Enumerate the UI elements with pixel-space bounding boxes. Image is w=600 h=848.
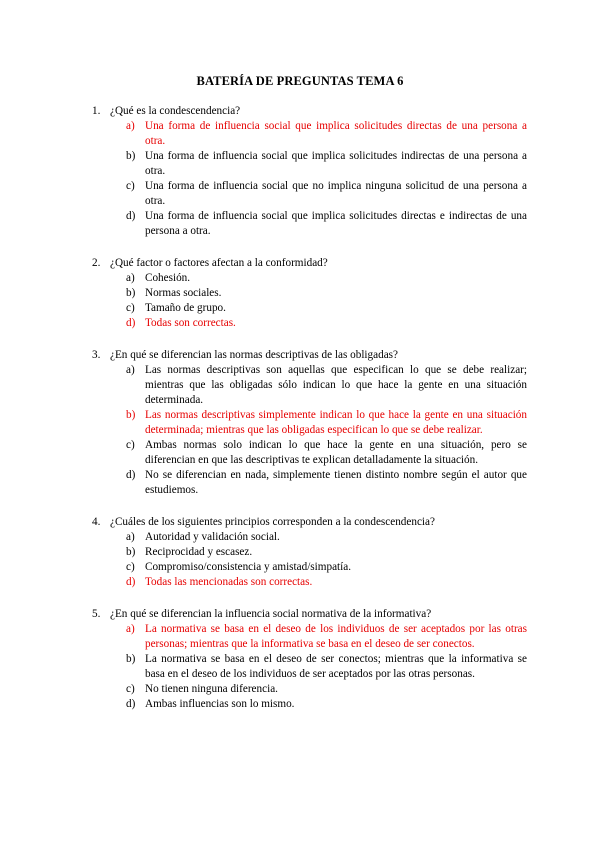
option-letter: c) xyxy=(126,683,135,695)
question-number: 5. xyxy=(92,608,101,620)
option-letter: d) xyxy=(126,210,136,222)
option-text: Una forma de influencia social que no implica ninguna solicitud de una persona a otra. xyxy=(145,180,527,207)
question-text: ¿En qué se diferencian la influencia social normativa de la informativa? xyxy=(110,608,432,620)
question-line xyxy=(0,606,600,622)
question-text: ¿En qué se diferencian las normas descriptivas de las obligadas? xyxy=(110,349,398,361)
option-letter: b) xyxy=(126,287,136,299)
option-c xyxy=(0,560,600,575)
question-number: 1. xyxy=(92,105,101,117)
option-text: La normativa se basa en el deseo de los individuos de ser aceptados por las otras personas; mientras que la informativa se basa en el deseo de ser conectos. xyxy=(145,623,527,650)
option-d xyxy=(0,468,600,498)
question-number: 3. xyxy=(92,349,101,361)
option-list xyxy=(0,622,600,712)
option-letter: c) xyxy=(126,561,135,573)
option-text: Ambas influencias son lo mismo. xyxy=(145,698,295,710)
option-text: Cohesión. xyxy=(145,272,191,284)
option-list xyxy=(0,363,600,498)
option-letter: d) xyxy=(126,576,136,588)
question-text: ¿Cuáles de los siguientes principios corresponden a la condescendencia? xyxy=(110,516,435,528)
option-text: No tienen ninguna diferencia. xyxy=(145,683,278,695)
option-a xyxy=(0,363,600,408)
question-text: ¿Qué es la condescendencia? xyxy=(110,105,241,117)
option-text: Ambas normas solo indican lo que hace la gente en una situación, pero se diferencian en que las descriptivas te explican detalladamente la situación. xyxy=(145,439,527,466)
option-list xyxy=(0,119,600,239)
option-text: La normativa se basa en el deseo de ser conectos; mientras que la informativa se basa en el deseo de los individuos de ser aceptados por las otras personas. xyxy=(145,653,527,680)
option-letter: a) xyxy=(126,531,135,543)
question-number: 2. xyxy=(92,257,101,269)
option-a xyxy=(0,271,600,286)
option-list xyxy=(0,530,600,590)
question-line xyxy=(0,347,600,363)
option-text: Reciprocidad y escasez. xyxy=(145,546,253,558)
option-letter: a) xyxy=(126,120,135,132)
option-b xyxy=(0,545,600,560)
option-letter: d) xyxy=(126,317,136,329)
option-text: Las normas descriptivas simplemente indican lo que hace la gente en una situación determinada; mientras que las obligadas especifican lo que se debe realizar. xyxy=(145,409,527,436)
option-letter: c) xyxy=(126,180,135,192)
option-letter: c) xyxy=(126,302,135,314)
option-list xyxy=(0,271,600,331)
option-b xyxy=(0,286,600,301)
question-5 xyxy=(0,606,600,712)
option-text: Normas sociales. xyxy=(145,287,222,299)
question-line xyxy=(0,255,600,271)
document-title: BATERÍA DE PREGUNTAS TEMA 6 xyxy=(196,74,404,88)
question-4 xyxy=(0,514,600,590)
option-letter: a) xyxy=(126,272,135,284)
option-d xyxy=(0,316,600,331)
question-line xyxy=(0,514,600,530)
option-text: Una forma de influencia social que implica solicitudes directas de una persona a otra. xyxy=(145,120,527,147)
option-text: Compromiso/consistencia y amistad/simpatía. xyxy=(145,561,352,573)
option-b xyxy=(0,149,600,179)
option-c xyxy=(0,301,600,316)
option-c xyxy=(0,179,600,209)
option-text: Todas las mencionadas son correctas. xyxy=(145,576,313,588)
option-letter: d) xyxy=(126,698,136,710)
option-c xyxy=(0,438,600,468)
option-letter: a) xyxy=(126,623,135,635)
option-b xyxy=(0,408,600,438)
option-letter: b) xyxy=(126,546,136,558)
option-letter: a) xyxy=(126,364,135,376)
question-text: ¿Qué factor o factores afectan a la conformidad? xyxy=(110,257,328,269)
option-text: Tamaño de grupo. xyxy=(145,302,226,314)
option-d xyxy=(0,209,600,239)
option-text: Autoridad y validación social. xyxy=(145,531,280,543)
question-2 xyxy=(0,255,600,331)
option-letter: b) xyxy=(126,150,136,162)
option-text: Las normas descriptivas son aquellas que especifican lo que se debe realizar; mientras que las obligadas sólo indican lo que hace la gente en una situación determinada. xyxy=(145,364,527,406)
option-text: Todas son correctas. xyxy=(145,317,236,329)
question-list xyxy=(0,103,600,728)
option-letter: b) xyxy=(126,409,136,421)
option-a xyxy=(0,622,600,652)
question-line xyxy=(0,103,600,119)
option-a xyxy=(0,119,600,149)
option-text: Una forma de influencia social que implica solicitudes directas e indirectas de una persona a otra. xyxy=(145,210,527,237)
option-d xyxy=(0,697,600,712)
option-letter: d) xyxy=(126,469,136,481)
question-1 xyxy=(0,103,600,239)
option-letter: c) xyxy=(126,439,135,451)
option-b xyxy=(0,652,600,682)
option-d xyxy=(0,575,600,590)
option-a xyxy=(0,530,600,545)
option-c xyxy=(0,682,600,697)
question-3 xyxy=(0,347,600,498)
question-number: 4. xyxy=(92,516,101,528)
option-letter: b) xyxy=(126,653,136,665)
option-text: No se diferencian en nada, simplemente tienen distinto nombre según el autor que estudiemos. xyxy=(145,469,527,496)
option-text: Una forma de influencia social que implica solicitudes indirectas de una persona a otra. xyxy=(145,150,527,177)
